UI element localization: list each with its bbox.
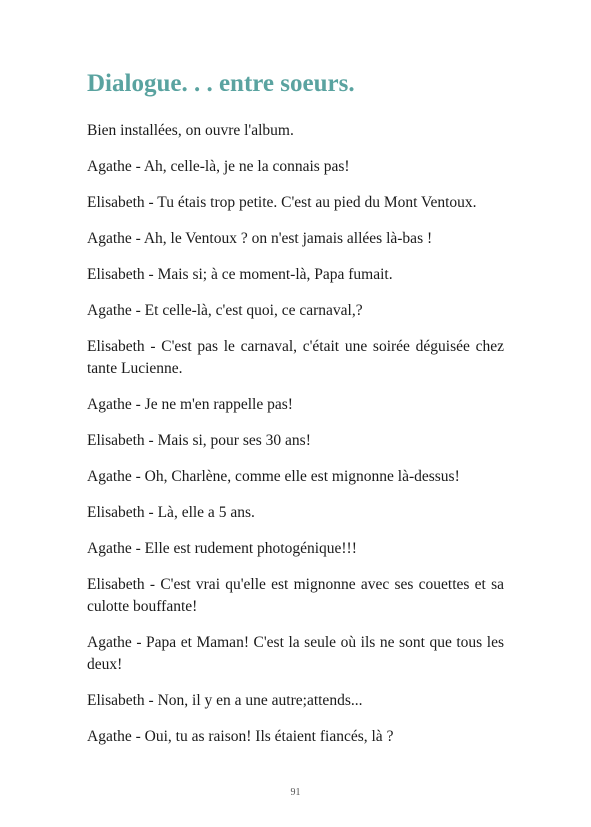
dialogue-line: Agathe - Ah, celle-là, je ne la connais pas! [87,158,350,175]
paragraph-intro: Bien installées, on ouvre l'album. [87,122,294,139]
dialogue-line: Elisabeth - C'est pas le carnaval, c'était une soirée déguisée chez tante Lucienne. [87,338,504,377]
dialogue-line: Agathe - Papa et Maman! C'est la seule où ils ne sont que tous les deux! [87,634,504,673]
dialogue-line: Agathe - Elle est rudement photogénique!!! [87,540,357,557]
dialogue-line: Elisabeth - Non, il y en a une autre;attends... [87,692,363,709]
dialogue-line: Agathe - Je ne m'en rappelle pas! [87,396,293,413]
dialogue-line: Agathe - Et celle-là, c'est quoi, ce carnaval,? [87,302,363,319]
dialogue-line: Elisabeth - Tu étais trop petite. C'est au pied du Mont Ventoux. [87,194,477,211]
dialogue-line: Agathe - Oui, tu as raison! Ils étaient fiancés, là ? [87,728,394,745]
dialogue-line: Elisabeth - C'est vrai qu'elle est mignonne avec ses couettes et sa culotte bouffante! [87,576,504,615]
dialogue-line: Elisabeth - Là, elle a 5 ans. [87,504,255,521]
page-title: Dialogue. . . entre soeurs. [87,70,355,97]
page-number: 91 [290,787,301,798]
dialogue-body [87,120,504,762]
dialogue-line: Agathe - Oh, Charlène, comme elle est mignonne là-dessus! [87,468,460,485]
dialogue-line: Elisabeth - Mais si; à ce moment-là, Papa fumait. [87,266,393,283]
dialogue-line: Agathe - Ah, le Ventoux ? on n'est jamais allées là-bas ! [87,230,433,247]
dialogue-line: Elisabeth - Mais si, pour ses 30 ans! [87,432,311,449]
